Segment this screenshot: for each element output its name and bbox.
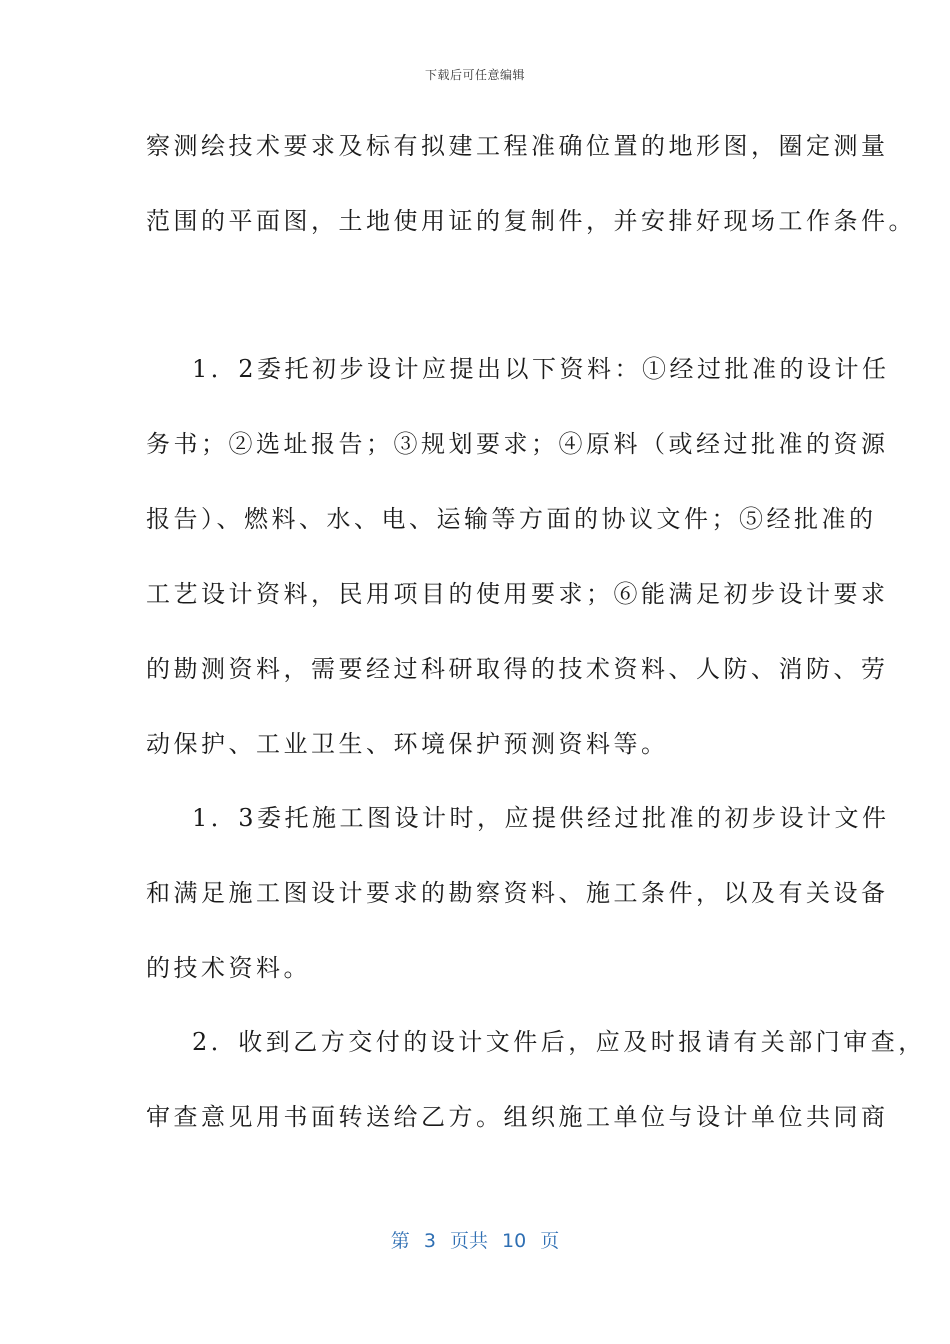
paragraph-line: 审查意见用书面转送给乙方。组织施工单位与设计单位共同商 — [146, 1103, 889, 1131]
paragraph-line: 2．收到乙方交付的设计文件后，应及时报请有关部门审查， — [192, 1028, 926, 1056]
paragraph-line: 动保护、工业卫生、环境保护预测资料等。 — [146, 730, 669, 758]
paragraph-line: 1．2委托初步设计应提出以下资料：①经过批准的设计任 — [192, 355, 890, 383]
paragraph-line: 范围的平面图，土地使用证的复制件，并安排好现场工作条件。 — [146, 207, 916, 235]
paragraph-line: 的勘测资料，需要经过科研取得的技术资料、人防、消防、劳 — [146, 655, 889, 683]
paragraph-line: 1．3委托施工图设计时，应提供经过批准的初步设计文件 — [192, 804, 890, 832]
header-note: 下载后可任意编辑 — [424, 68, 525, 82]
paragraph-line: 工艺设计资料，民用项目的使用要求；⑥能满足初步设计要求 — [146, 580, 889, 608]
paragraph-line: 察测绘技术要求及标有拟建工程准确位置的地形图，圈定测量 — [146, 132, 889, 160]
page-number-footer: 第 3 页共 10 页 — [390, 1230, 560, 1252]
paragraph-line: 务书；②选址报告；③规划要求；④原料（或经过批准的资源 — [146, 430, 889, 458]
paragraph-line: 和满足施工图设计要求的勘察资料、施工条件，以及有关设备 — [146, 879, 889, 907]
paragraph-line: 的技术资料。 — [146, 954, 311, 982]
paragraph-line: 报告）、燃料、水、电、运输等方面的协议文件；⑤经批准的 — [146, 505, 877, 533]
